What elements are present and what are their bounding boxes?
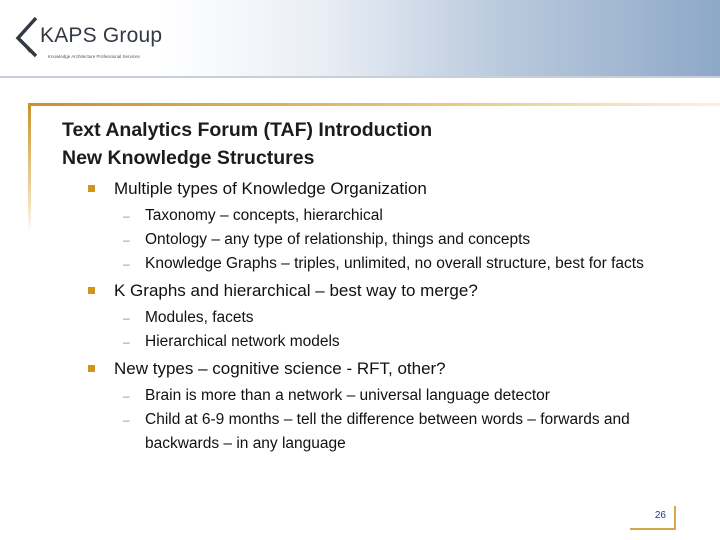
sub-bullet-text: Ontology – any type of relationship, things and concepts	[145, 231, 531, 248]
square-bullet-icon	[88, 365, 95, 372]
slide-title	[62, 116, 662, 172]
header-divider	[0, 76, 720, 78]
title-line-2: New Knowledge Structures	[62, 147, 315, 169]
sub-bullet-text: Knowledge Graphs – triples, unlimited, no overall structure, best for facts	[145, 255, 644, 272]
page-number-box	[630, 506, 676, 530]
bullet-text: New types – cognitive science - RFT, other?	[114, 359, 446, 378]
dash-icon: –	[123, 233, 130, 247]
square-bullet-icon	[88, 185, 95, 192]
sub-bullet-text: Child at 6-9 months – tell the difference between words – forwards and backwards – in any language	[145, 411, 630, 452]
sub-bullet-item	[86, 228, 696, 252]
sub-bullet-item	[86, 306, 696, 330]
dash-icon: –	[123, 209, 130, 223]
sub-bullet-text: Hierarchical network models	[145, 333, 340, 350]
bullet-text: Multiple types of Knowledge Organization	[114, 179, 427, 198]
bullet-text: K Graphs and hierarchical – best way to merge?	[114, 281, 478, 300]
square-bullet-icon	[88, 287, 95, 294]
bullet-item	[86, 358, 696, 380]
sub-bullet-item	[86, 204, 696, 228]
slide-content	[86, 178, 696, 456]
sub-bullet-text: Taxonomy – concepts, hierarchical	[145, 207, 383, 224]
dash-icon: –	[123, 413, 130, 427]
accent-frame-left	[28, 103, 31, 233]
sub-bullet-text: Brain is more than a network – universal language detector	[145, 387, 550, 404]
sub-bullet-item	[86, 330, 696, 354]
kaps-logo	[10, 14, 163, 60]
logo-tagline: Knowledge Architecture Professional Services	[48, 54, 140, 59]
sub-bullet-item	[86, 408, 696, 456]
dash-icon: –	[123, 389, 130, 403]
logo-name: KAPS Group	[40, 24, 163, 47]
dash-icon: –	[123, 311, 130, 325]
bullet-item	[86, 178, 696, 200]
title-line-1: Text Analytics Forum (TAF) Introduction	[62, 119, 433, 141]
bullet-item	[86, 280, 696, 302]
dash-icon: –	[123, 257, 130, 271]
page-number: 26	[654, 510, 666, 521]
dash-icon: –	[123, 335, 130, 349]
sub-bullet-item	[86, 384, 696, 408]
accent-frame-top	[28, 103, 720, 106]
sub-bullet-text: Modules, facets	[145, 309, 254, 326]
sub-bullet-item	[86, 252, 696, 276]
